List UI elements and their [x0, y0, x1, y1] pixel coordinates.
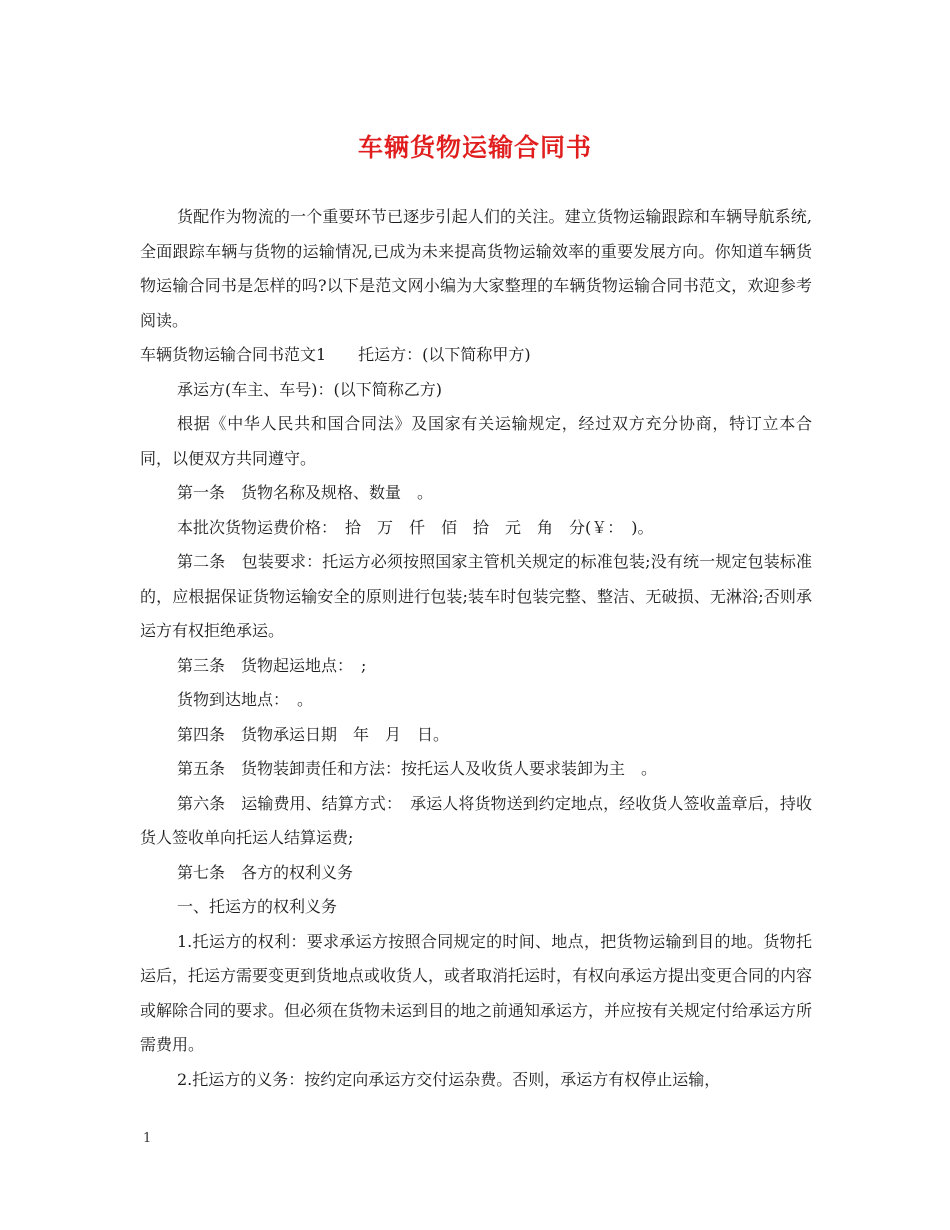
paragraph-shipper-obligations: 2.托运方的义务：按约定向承运方交付运杂费。否则，承运方有权停止运输， — [177, 1069, 721, 1089]
paragraph-article-4: 第四条 货物承运日期 年 月 日。 — [177, 724, 450, 744]
paragraph-freight-price: 本批次货物运费价格： 拾 万 仟 佰 拾 元 角 分(￥： )。 — [177, 517, 654, 537]
paragraph-shipper-rights: 1.托运方的权利：要求承运方按照合同规定的时间、地点，把货物运输到目的地。货物托运后，托运方需要变更到货地点或收货人，或者取消托运时，有权向承运方提出变更合同的内容或解除合同的要求。但必须在货物未运到目的地之前通知承运方，并应按有关规定付给承运方所需费用。 — [140, 931, 813, 1054]
paragraph-article-5: 第五条 货物装卸责任和方法：按托运人及收货人要求装卸为主 。 — [177, 759, 658, 778]
document-body — [140, 200, 812, 1097]
paragraph-legal-basis: 根据《中华人民共和国合同法》及国家有关运输规定，经过双方充分协商，特订立本合同，以便双方共同遵守。 — [140, 414, 812, 468]
paragraph-article-6: 第六条 运输费用、结算方式： 承运人将货物送到约定地点，经收货人签收盖章后，持收货人签收单向托运人结算运费; — [140, 793, 812, 847]
paragraph-article-1: 第一条 货物名称及规格、数量 。 — [177, 483, 434, 502]
paragraph-article-7: 第七条 各方的权利义务 — [177, 862, 354, 882]
paragraph-article-3: 第三条 货物起运地点： ; — [177, 655, 367, 675]
document-title: 车辆货物运输合同书 — [357, 133, 592, 162]
paragraph-intro: 货配作为物流的一个重要环节已逐步引起人们的关注。建立货物运输跟踪和车辆导航系统,全面跟踪车辆与货物的运输情况,已成为未来提高货物运输效率的重要发展方向。你知道车辆货物运输合同书是怎样的吗?以下是范文网小编为大家整理的车辆货物运输合同书范文，欢迎参考阅读。 — [140, 207, 812, 330]
paragraph-carrier: 承运方(车主、车号)：(以下简称乙方) — [177, 379, 442, 399]
paragraph-destination: 货物到达地点： 。 — [177, 690, 314, 709]
paragraph-article-2: 第二条 包装要求：托运方必须按照国家主管机关规定的标准包装;没有统一规定包装标准的，应根据保证货物运输安全的原则进行包装;装车时包装完整、整洁、无破损、无淋浴;否则承运方有权拒绝承运。 — [140, 552, 812, 640]
page-number: 1 — [143, 1131, 152, 1146]
paragraph-section-1: 一、托运方的权利义务 — [177, 897, 338, 916]
paragraph-sample-heading: 车辆货物运输合同书范文1 托运方：(以下简称甲方) — [140, 345, 531, 364]
